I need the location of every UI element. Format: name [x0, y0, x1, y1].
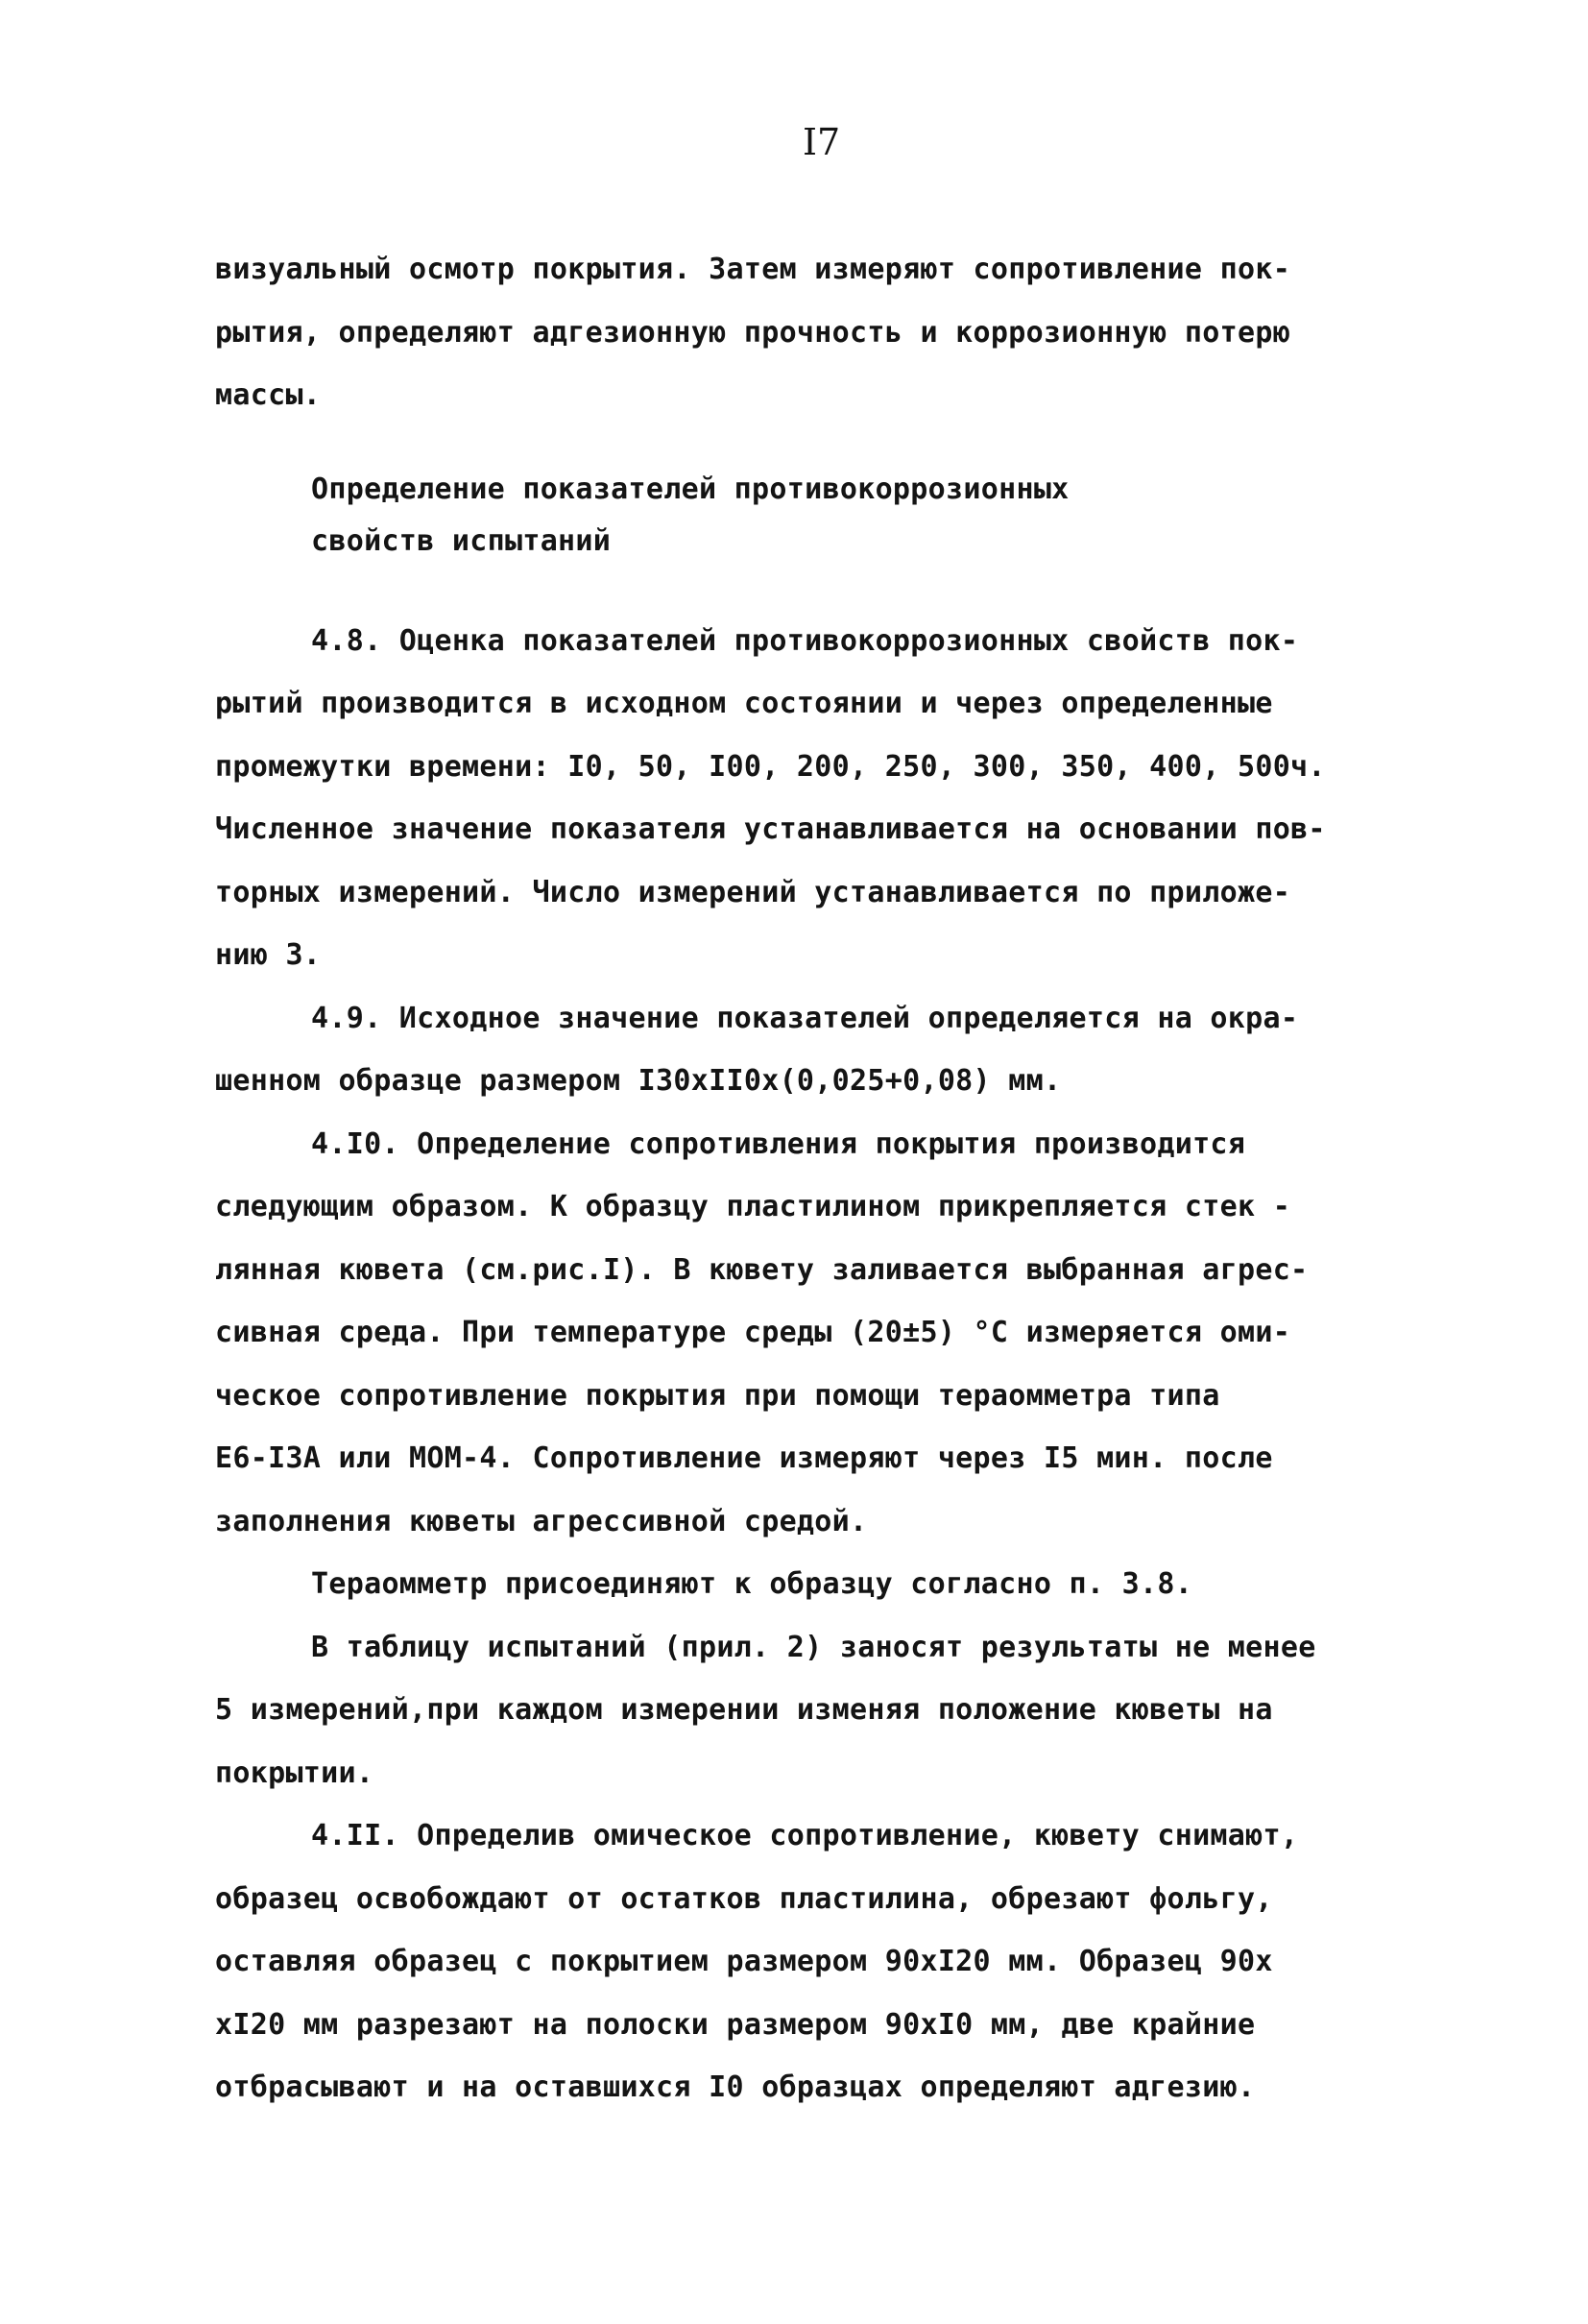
text-line: сивная среда. При температуре среды (20±5) °С измеряется оми- [215, 1316, 1291, 1349]
body-text [215, 238, 1425, 2119]
text-line: Численное значение показателя устанавливается на основании пов- [215, 812, 1326, 846]
text-line: образец освобождают от остатков пластилина, обрезают фольгу, [215, 1881, 1273, 1916]
text-line: массы. [215, 378, 322, 412]
text-line: нию 3. [215, 938, 322, 972]
text-line: рытия, определяют адгезионную прочность и коррозионную потерю [215, 315, 1291, 350]
text-line: 4.8. Оценка показателей противокоррозионных свойств пок- [311, 623, 1299, 658]
text-line: Тераомметр присоединяют к образцу согласно п. 3.8. [311, 1567, 1193, 1601]
text-line: 4.II. Определив омическое сопротивление, кювету снимают, [311, 1819, 1299, 1852]
paragraph-4-11 [215, 1804, 1425, 2119]
paragraph-4-8 [215, 610, 1425, 987]
text-line: следующим образом. К образцу пластилином прикрепляется стек - [215, 1190, 1291, 1223]
paragraph-4-10 [215, 1113, 1425, 1554]
section-heading-line-2: свойств испытаний [311, 523, 612, 558]
text-line: покрытии. [215, 1755, 374, 1790]
paragraph-4-9 [215, 987, 1425, 1113]
paragraph-teraommetr [215, 1553, 1425, 1616]
text-line: ческое сопротивление покрытия при помощи тераомметра типа [215, 1378, 1220, 1413]
text-line: В таблицу испытаний (прил. 2) заносят результаты не менее [311, 1630, 1316, 1664]
page-number: I7 [803, 121, 841, 163]
text-line: заполнения кюветы агрессивной средой. [215, 1504, 868, 1538]
text-line: визуальный осмотр покрытия. Затем измеряют сопротивление пок- [215, 253, 1291, 286]
text-line: Е6-I3А или МОМ-4. Сопротивление измеряют через I5 мин. после [215, 1441, 1273, 1475]
text-line: промежутки времени: I0, 50, I00, 200, 250, 300, 350, 400, 500ч. [215, 749, 1326, 784]
text-line: лянная кювета (см.рис.I). В кювету заливается выбранная агрес- [215, 1252, 1309, 1287]
intro-paragraph [215, 238, 1425, 427]
text-line: шенном образце размером I30xII0x(0,025+0,08) мм. [215, 1064, 1062, 1098]
text-line: 5 измерений,при каждом измерении изменяя положение кюветы на [215, 1693, 1273, 1727]
text-line: торных измерений. Число измерений устанавливается по приложе- [215, 875, 1291, 909]
section-heading-line-1: Определение показателей противокоррозионных [311, 472, 1070, 506]
text-line: отбрасывают и на оставшихся I0 образцах определяют адгезию. [215, 2070, 1256, 2104]
text-line: оставляя образец с покрытием размером 90xI20 мм. Образец 90x [215, 1945, 1273, 1978]
text-line: 4.9. Исходное значение показателей определяется на окра- [311, 1001, 1299, 1035]
text-line: xI20 мм разрезают на полоски размером 90xI0 мм, две крайние [215, 2007, 1256, 2042]
paragraph-tablitsa [215, 1616, 1425, 1805]
text-line: рытий производится в исходном состоянии и через определенные [215, 687, 1273, 720]
section-heading [215, 464, 1425, 568]
text-line: 4.I0. Определение сопротивления покрытия производится [311, 1126, 1246, 1161]
